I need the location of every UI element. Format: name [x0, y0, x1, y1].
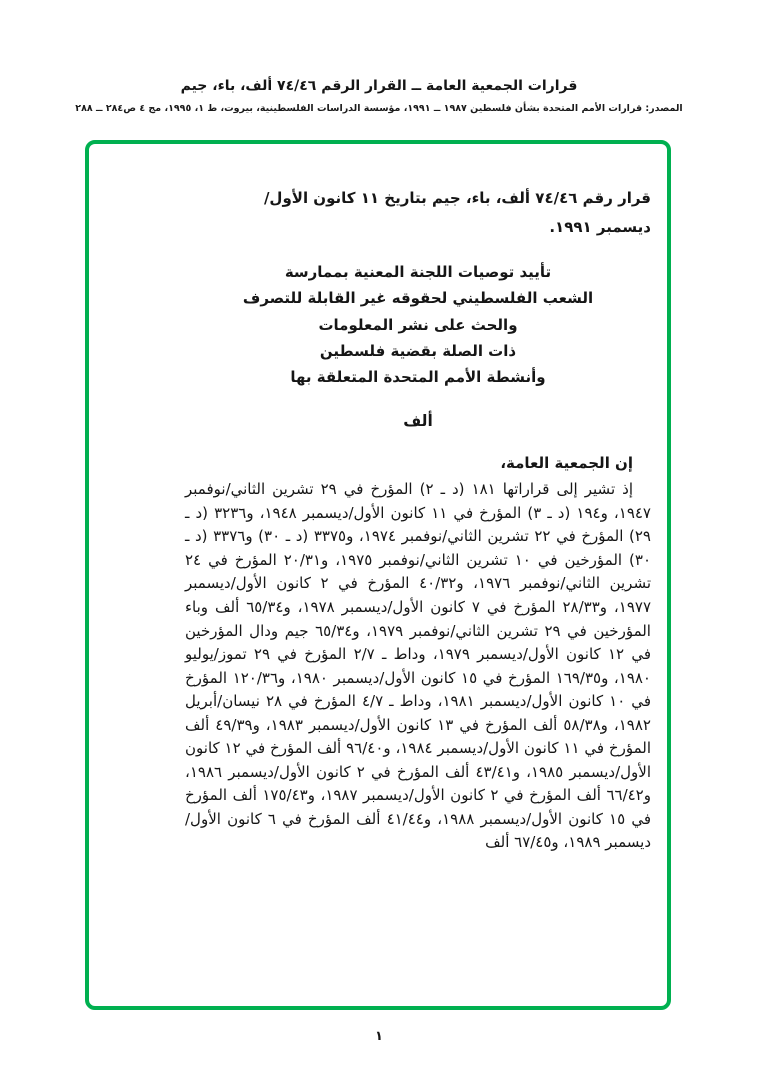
resolution-title: قرار رقم ٧٤/٤٦ ألف، باء، جيم بتاريخ ١١ كانون الأول/ ديسمبر ١٩٩١. — [263, 189, 651, 236]
subtitle-line: ذات الصلة بقضية فلسطين — [319, 341, 517, 360]
page-title: قرارات الجمعية العامة ــ القرار الرقم ٧٤/٤٦ ألف، باء، جيم — [180, 78, 578, 94]
source-line: المصدر: قرارات الأمم المتحدة بشأن فلسطين ١٩٨٧ ــ ١٩٩١، مؤسسة الدراسات الفلسطينية، بيروت، ط ١، ١٩٩٥، مج ٤ ص٢٨٤ ــ ٢٨٨ — [75, 103, 683, 114]
resolution-content — [89, 144, 667, 855]
subtitle-line: تأييد توصيات اللجنة المعنية بممارسة — [284, 263, 552, 281]
section-label-alif: ألف — [403, 412, 433, 431]
resolution-subtitle — [185, 259, 651, 390]
opening-line: إن الجمعية العامة، — [500, 454, 633, 473]
document-header — [0, 0, 758, 114]
subtitle-line: والحث على نشر المعلومات — [318, 315, 518, 334]
subtitle-line: الشعب الفلسطيني لحقوقه غير القابلة للتصرف — [242, 289, 594, 308]
page-number: ١ — [375, 1029, 383, 1044]
body-paragraph: إذ تشير إلى قراراتها ١٨١ (د ـ ٢) المؤرخ في ٢٩ تشرين الثاني/نوفمبر ١٩٤٧، و١٩٤ (د ـ ٣) المؤرخ في ١١ كانون الأول/ديسمبر ١٩٤٨، و٣٢٣٦ (د ـ ٢٩) المؤرخ في ٢٢ تشرين الثاني/نوفمبر ١٩٧٤، و٣٣٧٥ (د ـ ٣٠) و٣٣٧٦ (د ـ ٣٠) المؤرخين في ١٠ تشرين الثاني/نوفمبر ١٩٧٥، و٢٠/٣١ المؤرخ في ٢٤ تشرين الثاني/نوفمبر ١٩٧٦، و٤٠/٣٢ المؤرخ في ٢ كانون الأول/ديسمبر ١٩٧٧، و٢٨/٣٣ المؤرخ في ٧ كانون الأول/ديسمبر ١٩٧٨، و٦٥/٣٤ ألف وباء المؤرخين في ٢٩ تشرين الثاني/نوفمبر ١٩٧٩، و٦٥/٣٤ جيم ودال المؤرخين في ١٢ كانون الأول/ديسمبر ١٩٧٩، وداط ـ ٢/٧ المؤرخ في ٢٩ تموز/يوليو ١٩٨٠، و١٦٩/٣٥ المؤرخ في ١٥ كانون الأول/ديسمبر ١٩٨٠، و١٢٠/٣٦ المؤرخ في ١٠ كانون الأول/ديسمبر ١٩٨١، وداط ـ ٤/٧ المؤرخ في ٢٨ نيسان/أبريل ١٩٨٢، و٥٨/٣٨ ألف المؤرخ في ١٣ كانون الأول/ديسمبر ١٩٨٣، و٤٩/٣٩ ألف المؤرخ في ١١ كانون الأول/ديسمبر ١٩٨٤، و٩٦/٤٠ ألف المؤرخ في ١٢ كانون الأول/ديسمبر ١٩٨٥، و٤٣/٤١ ألف المؤرخ في ٢ كانون الأول/ديسمبر ١٩٨٦، و٦٦/٤٢ ألف المؤرخ في ٢ كانون الأول/ديسمبر ١٩٨٧، و١٧٥/٤٣ ألف المؤرخ في ١٥ كانون الأول/ديسمبر ١٩٨٨، و٤١/٤٤ ألف المؤرخ في ٦ كانون الأول/ديسمبر ١٩٨٩، و٦٧/٤٥ ألف — [185, 480, 652, 852]
resolution-frame — [85, 140, 671, 1010]
subtitle-line: وأنشطة الأمم المتحدة المتعلقة بها — [290, 368, 546, 386]
